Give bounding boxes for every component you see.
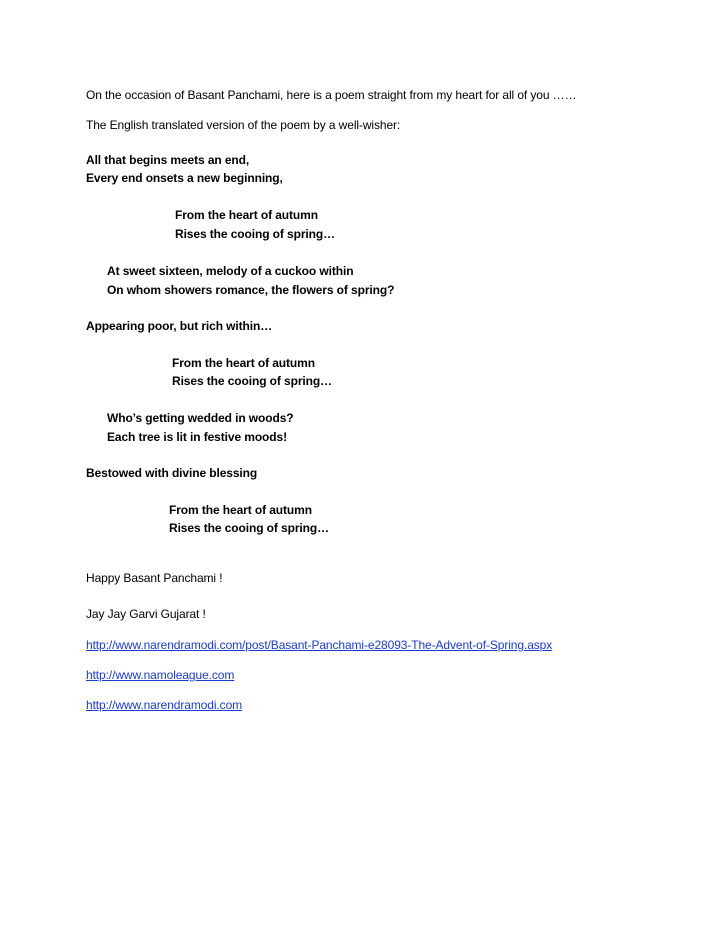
link-basant-panchami-post[interactable]: http://www.narendramodi.com/post/Basant-Panchami-e28093-The-Advent-of-Spring.aspx: [86, 638, 553, 652]
poem-opening-line-2: Every end onsets a new beginning,: [86, 171, 283, 185]
poem-opening-line-1: All that begins meets an end,: [86, 153, 250, 167]
link-narendramodi[interactable]: http://www.narendramodi.com: [86, 698, 243, 712]
poem-verse-2-line-1: Who’s getting wedded in woods?: [107, 411, 294, 425]
poem-chorus-3-line-1: From the heart of autumn: [169, 503, 312, 517]
poem-chorus-3-line-2: Rises the cooing of spring…: [169, 521, 329, 535]
poem-line-divine-blessing: Bestowed with divine blessing: [86, 466, 258, 480]
intro-translation-note: The English translated version of the poem by a well-wisher:: [86, 118, 401, 132]
poem-chorus-2-line-2: Rises the cooing of spring…: [172, 374, 332, 388]
link-namoleague[interactable]: http://www.namoleague.com: [86, 668, 235, 682]
poem-chorus-2-line-1: From the heart of autumn: [172, 356, 315, 370]
poem-chorus-1-line-1: From the heart of autumn: [175, 208, 318, 222]
poem-verse-1-line-2: On whom showers romance, the flowers of spring?: [107, 283, 395, 297]
poem-chorus-1-line-2: Rises the cooing of spring…: [175, 227, 335, 241]
intro-occasion-text: On the occasion of Basant Panchami, here is a poem straight from my heart for all of you ……: [86, 88, 577, 102]
poem-verse-2-line-2: Each tree is lit in festive moods!: [107, 430, 287, 444]
closing-greeting: Happy Basant Panchami !: [86, 571, 223, 585]
poem-verse-1-line-1: At sweet sixteen, melody of a cuckoo within: [107, 264, 354, 278]
closing-slogan: Jay Jay Garvi Gujarat !: [86, 607, 206, 621]
poem-line-appearing-poor: Appearing poor, but rich within…: [86, 319, 273, 333]
